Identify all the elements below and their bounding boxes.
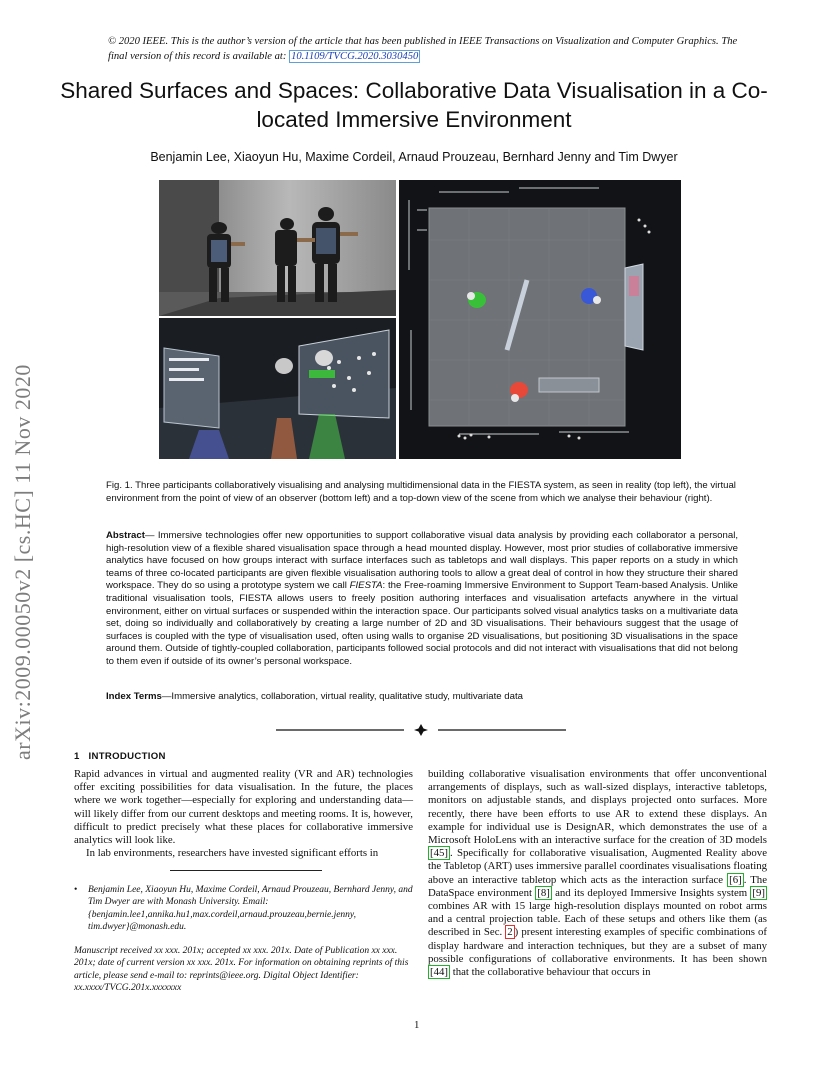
text-segment: combines AR with 15 large high-resolution displays mounted on robot arms and a central projection table. Each of these setups and others like them (as described in Sec. — [428, 900, 767, 939]
paper-title: Shared Surfaces and Spaces: Collaborative Data Visualisation in a Co-located Immersive Environment — [60, 78, 768, 132]
citation-link[interactable]: [45] — [430, 847, 448, 860]
section-title: INTRODUCTION — [88, 751, 166, 762]
copyright-text: © 2020 IEEE. This is the author’s version of the article that has been published in IEEE Transactions on Visualization and Computer Graphics. The final version of this record is available at: — [108, 36, 738, 62]
affiliation-footnote — [74, 884, 413, 934]
manuscript-info: Manuscript received xx xxx. 201x; accepted xx xxx. 201x. Date of Publication xx xxx. 201x; date of current version xx xxx. 201x. For information on obtaining reprints of this article, please send e-mail to: reprints@ieee.org. Digital Object Identifier: xx.xxxx/TVCG.201x.xxxxxxx — [74, 946, 409, 994]
text-segment: ) present interesting examples of specific combinations of display hardware and interaction techniques, but they are a subset of many possible configurations of collaborative environments. It has been shown — [428, 926, 767, 965]
right-column — [428, 768, 767, 979]
intro-paragraph-3 — [428, 768, 767, 979]
abstract-text-2: : the Free-roaming Immersive Environment to Support Team-based Analysis. Unlike traditional visualisation tools, FIESTA allows users to freely position authoring interfaces and visualisation artefacts anywhere in the virtual environment, either on virtual surfaces or suspended within the interaction space. Our participants solved visual analytics tasks on a multivariate data set, doing so individually and collaboratively by creating a large number of 2D and 3D visualisations. Their behaviours suggest that the usage of surfaces is coupled with the type of visualisation used, often using walls to organise 2D visualisations, but positioning 3D visualisations in the space around them. Outside of tightly-coupled collaboration, participants followed social protocols and did not interact with visualisations that did not belong to them even if outside of its owner’s personal workspace. — [106, 580, 738, 667]
text-segment: . Specifically for collaborative visualisation, Augmented Reality above the Tabletop (ART) uses immersive parallel coordinates visualisations floating above an interactive tabletop which acts as the interaction surface — [428, 847, 768, 886]
section-heading — [74, 751, 166, 762]
figure-top-down-view — [399, 180, 681, 459]
abstract-fiesta: FIESTA — [349, 580, 383, 592]
index-terms — [106, 690, 738, 703]
index-terms-text: —Immersive analytics, collaboration, virtual reality, qualitative study, multivariate data — [161, 691, 523, 702]
index-terms-label: Index Terms — [106, 691, 162, 702]
abstract-label: Abstract — [106, 530, 145, 541]
section-link[interactable]: 2 — [507, 926, 513, 939]
photo-participants-illustration — [159, 180, 396, 316]
author-list: Benjamin Lee, Xiaoyun Hu, Maxime Cordeil, Arnaud Prouzeau, Bernhard Jenny and Tim Dwyer — [150, 150, 678, 164]
citation-link[interactable]: [6] — [729, 873, 742, 886]
arxiv-stamp: arXiv:2009.00050v2 [cs.HC] 11 Nov 2020 — [10, 364, 35, 760]
citation-link[interactable]: [44] — [430, 966, 448, 979]
abstract-text-1: — Immersive technologies offer new opportunities to support collaborative visual data analysis by providing each collaborator a personal, high-resolution view of a flexible shared visualisation space through a head mounted display. However, most prior studies of collaborative immersive analytics have focused on how groups interact with surface interfaces such as tabletops and wall displays. This paper reports on a study in which teams of three co-located participants are given flexible visualisation authoring tools to allow a great deal of control in how they structure their shared workspace. They do so using a prototype system we call — [106, 530, 738, 592]
text-segment: that the collaborative behaviour that occurs in — [450, 966, 651, 979]
figure-virtual-observer — [159, 318, 396, 459]
top-down-illustration — [399, 180, 681, 459]
intro-paragraph-1: Rapid advances in virtual and augmented reality (VR and AR) technologies offer exciting possibilities for data visualisation. In the future, the places where we work together—especially for exploring and understanding data—will likely differ from our current desktops and meeting rooms. It is, however, difficult to predict precisely what these places for collaborative immersive analytics will look like. — [74, 768, 413, 847]
page-number: 1 — [414, 1019, 420, 1031]
intro-paragraph-2: In lab environments, researchers have invested significant efforts in — [86, 847, 379, 860]
figure-caption: Fig. 1. Three participants collaboratively visualising and analysing multidimensional data in the FIESTA system, as seen in reality (top left), the virtual environment from the point of view of an observer (bottom left) and a top-down view of the scene from which we analyse their behaviour (right). — [106, 480, 736, 504]
copyright-notice — [108, 34, 748, 64]
text-segment: building collaborative visualisation environments that offer unconventional arrangements of displays, such as wall-sized displays, interactive tabletops, monitors on adjustable stands, and displays projected onto surfaces. More recently, there have been efforts to use AR to extend these displays. An example for individual use is DesignAR, which demonstrates the use of a Microsoft HoloLens with an interactive surface for the creation of 3D models — [428, 768, 767, 847]
citation-link[interactable]: [8] — [537, 886, 550, 899]
figure-photo-reality — [159, 180, 396, 316]
text-segment: and its deployed Immersive Insights system — [551, 886, 751, 899]
virtual-environment-illustration — [159, 318, 396, 459]
footnote-rule — [170, 870, 322, 871]
footnote-affiliation: Benjamin Lee, Xiaoyun Hu, Maxime Cordeil, Arnaud Prouzeau, Bernhard Jenny, and Tim Dwyer are with Monash University. Email: — [88, 885, 413, 908]
abstract — [106, 530, 738, 669]
text-segment: . The DataSpace environment — [428, 873, 767, 899]
left-column — [74, 768, 413, 860]
footnote-bullet: • — [74, 885, 78, 895]
citation-link[interactable]: [9] — [752, 886, 765, 899]
doi-link[interactable]: 10.1109/TVCG.2020.3030450 — [291, 51, 419, 62]
section-separator — [276, 724, 566, 736]
section-number: 1 — [74, 751, 80, 762]
footnote-emails: {benjamin.lee1,annika.hu1,max.cordeil,arnaud.prouzeau,bernie.jenny, tim.dwyer}@monash.edu. — [88, 909, 356, 933]
